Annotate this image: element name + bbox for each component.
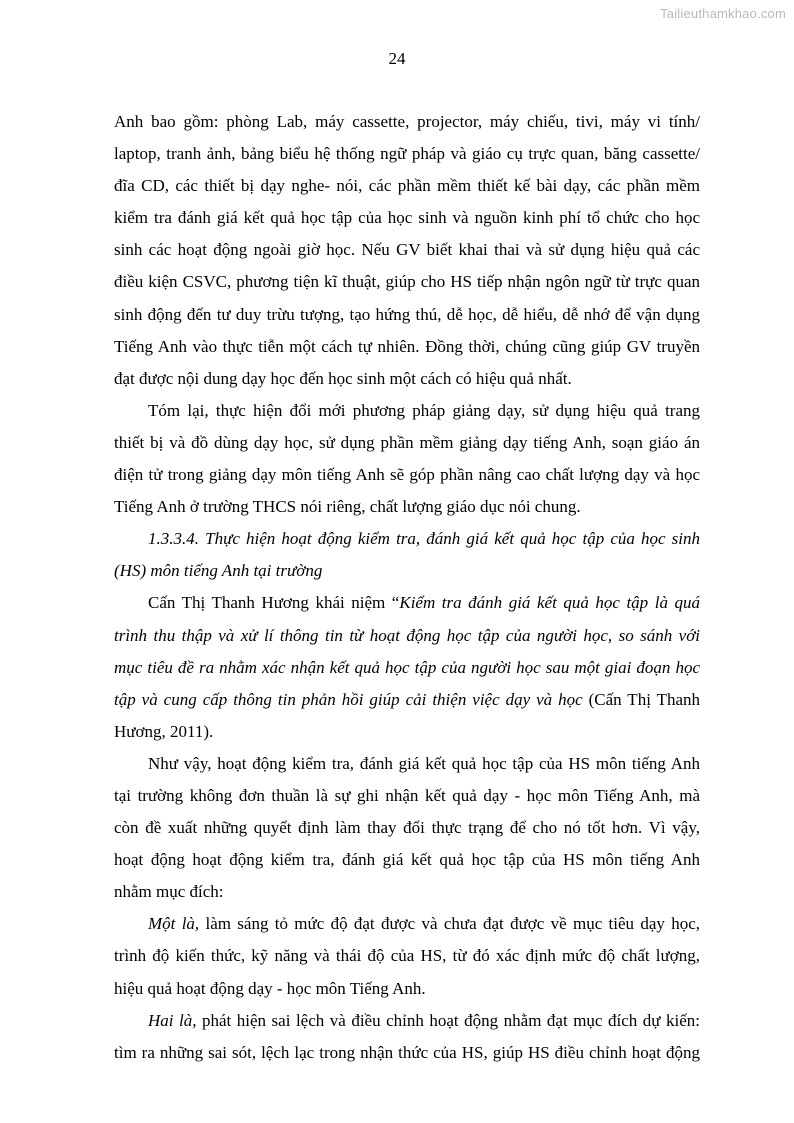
text-line: Hương, 2011).	[114, 721, 214, 741]
text-line: trình độ kiến thức, kỹ năng và thái độ của HS, từ đó xác định mức độ chất lượng,	[114, 946, 700, 966]
text-line: thiết bị và đồ dùng dạy học, sử dụng phần mềm giảng dạy tiếng Anh, soạn giáo án	[114, 432, 700, 452]
text-line: Tiếng Anh ở trường THCS nói riêng, chất lượng giáo dục nói chung.	[114, 497, 581, 517]
list-marker: Một là,	[148, 914, 200, 934]
text-line: sinh động đến tư duy trừu tượng, tạo hứng thú, dễ học, dễ hiểu, dễ nhớ để vận dụng	[114, 304, 700, 324]
document-body	[114, 106, 700, 1069]
text-line: nhằm mục đích:	[114, 882, 224, 902]
text-line	[114, 684, 700, 716]
list-marker: Hai là,	[148, 1010, 197, 1030]
text-line: còn đề xuất những quyết định làm thay đổi thực trạng để cho nó tốt hơn. Vì vậy,	[114, 818, 700, 838]
text-line: hoạt động hoạt động kiểm tra, đánh giá kết quả học tập của HS môn tiếng Anh	[114, 850, 700, 870]
text-line: tìm ra những sai sót, lệch lạc trong nhận thức của HS, giúp HS điều chỉnh hoạt động	[114, 1042, 700, 1062]
text-run: phát hiện sai lệch và điều chỉnh hoạt động nhằm đạt mục đích dự kiến:	[196, 1010, 700, 1030]
text-line: đĩa CD, các thiết bị dạy nghe- nói, các phần mềm thiết kế bài dạy, các phần mềm	[114, 176, 700, 196]
text-line	[114, 908, 700, 940]
section-heading: 1.3.3.4. Thực hiện hoạt động kiểm tra, đánh giá kết quả học tập của học sinh	[148, 529, 700, 549]
text-line: hiệu quả hoạt động dạy - học môn Tiếng Anh.	[114, 978, 426, 998]
quote-line: trình thu thập và xử lí thông tin từ hoạt động học tập của người học, so sánh với	[114, 625, 700, 645]
text-run: Cấn Thị Thanh Hương khái niệm “	[148, 593, 400, 613]
text-line: laptop, tranh ảnh, bảng biểu hệ thống ngữ pháp và giáo cụ trực quan, băng cassette/	[114, 144, 700, 164]
text-line: sinh các hoạt động ngoài giờ học. Nếu GV biết khai thai và sử dụng hiệu quả các	[114, 240, 700, 260]
quote-line: mục tiêu đề ra nhằm xác nhận kết quả học tập của người học sau một giai đoạn học	[114, 657, 700, 677]
text-line	[114, 587, 700, 619]
quote-run: tập và cung cấp thông tin phản hồi giúp cải thiện việc dạy và học	[114, 689, 583, 709]
text-line: đạt được nội dung dạy học đến học sinh một cách có hiệu quả nhất.	[114, 368, 572, 388]
citation-run: (Cấn Thị Thanh	[582, 689, 700, 709]
watermark: Tailieuthamkhao.com	[660, 6, 786, 21]
quote-run: Kiểm tra đánh giá kết quả học tập là quá	[399, 593, 700, 613]
text-line: Tiếng Anh vào thực tiễn một cách tự nhiên. Đồng thời, chúng cũng giúp GV truyền	[114, 336, 700, 356]
text-line: điện tử trong giảng dạy môn tiếng Anh sẽ góp phần nâng cao chất lượng dạy và học	[114, 465, 700, 485]
text-line: Như vậy, hoạt động kiểm tra, đánh giá kết quả học tập của HS môn tiếng Anh	[148, 753, 700, 773]
text-line: điều kiện CSVC, phương tiện kĩ thuật, giúp cho HS tiếp nhận ngôn ngữ từ trực quan	[114, 272, 700, 292]
text-line	[114, 1005, 700, 1037]
text-line: kiểm tra đánh giá kết quả học tập của học sinh và nguồn kinh phí tổ chức cho học	[114, 208, 700, 228]
text-line: tại trường không đơn thuần là sự ghi nhận kết quả dạy - học môn Tiếng Anh, mà	[114, 785, 700, 805]
text-line: Tóm lại, thực hiện đổi mới phương pháp giảng dạy, sử dụng hiệu quả trang	[148, 400, 700, 420]
page-number: 24	[388, 49, 406, 68]
text-run: làm sáng tỏ mức độ đạt được và chưa đạt được về mục tiêu dạy học,	[199, 914, 700, 934]
section-heading-continued: (HS) môn tiếng Anh tại trường	[114, 561, 323, 581]
text-line: Anh bao gồm: phòng Lab, máy cassette, projector, máy chiếu, tivi, máy vi tính/	[114, 112, 700, 131]
